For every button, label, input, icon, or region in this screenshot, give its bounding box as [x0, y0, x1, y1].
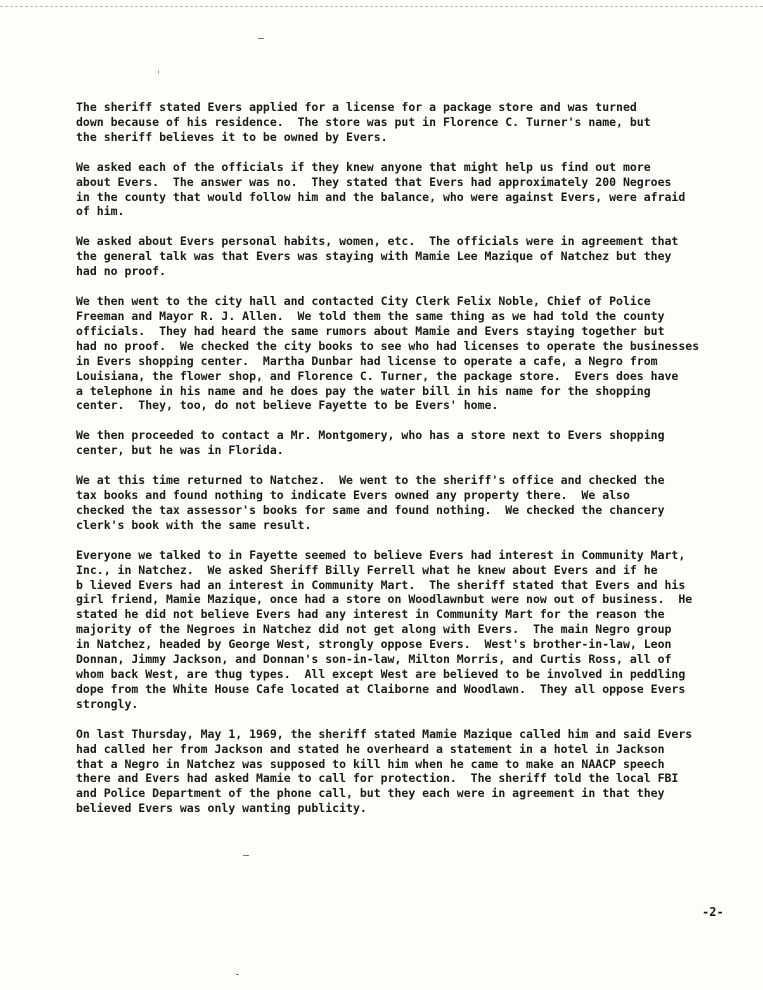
paragraph-montgomery: We then proceeded to contact a Mr. Montgomery, who has a store next to Evers shopping center, but he was in Florida. [76, 428, 665, 458]
page-number: -2- [702, 905, 724, 919]
paragraph-city-hall: We then went to the city hall and contacted City Clerk Felix Noble, Chief of Police Freeman and Mayor R. J. Allen. We told them the same thing as we had told the county officials. They had heard the same rumors about Mamie and Evers staying together but had no proof. We checked the city books to see who had licenses to operate the businesses in Evers shopping center. Martha Dunbar had license to operate a cafe, a Negro from Louisiana, the flower shop, and Florence C. Turner, the package store. Evers does have a telephone in his name and he does pay the water bill in his name for the shopping center. They, too, do not believe Fayette to be Evers' home. [76, 294, 700, 413]
paragraph-personal-habits: We asked about Evers personal habits, women, etc. The officials were in agreement that the general talk was that Evers was staying with Mamie Lee Mazique of Natchez but they had no proof. [76, 234, 679, 279]
paragraph-license: The sheriff stated Evers applied for a license for a package store and was turned down because of his residence. The store was put in Florence C. Turner's name, but the sheriff believes it to be owned by Evers. [76, 100, 651, 144]
paragraph-community-mart: Everyone we talked to in Fayette seemed to believe Evers had interest in Community Mart, Inc., in Natchez. We asked Sheriff Billy Ferrell what he knew about Evers and if he b lieved Evers had an interest in Community Mart. The sheriff stated that Evers and his girl friend, Mamie Mazique, once had a store on Woodlawnbut were now out of business. He stated he did not believe Evers had any interest in Community Mart for the reason the majority of the Negroes in Natchez did not get along with Evers. The main Negro group in Natchez, headed by George West, strongly oppose Evers. West's brother-in-law, Leon Donnan, Jimmy Jackson, and Donnan's son-in-law, Milton Morris, and Curtis Ross, all of whom back West, are thug types. All except West are believed to be involved in peddling dope from the White House Cafe located at Claiborne and Woodlawn. They all oppose Evers strongly. [76, 547, 693, 711]
scan-speck [236, 974, 239, 975]
scan-speck [243, 855, 249, 856]
scan-speck [158, 71, 159, 73]
paragraph-natchez-return: We at this time returned to Natchez. We went to the sheriff's office and checked the tax books and found nothing to indicate Evers owned any property there. We also checked the tax assessor's books for same and found nothing. We checked the chancery clerk's book with the same result. [76, 473, 665, 532]
paragraph-phone-call: On last Thursday, May 1, 1969, the sheriff stated Mamie Mazique called him and said Evers had called her from Jackson and stated he overheard a statement in a hotel in Jackson that a Negro in Natchez was supposed to kill him when he came to make an NAACP speech there and Evers had asked Mamie to call for protection. The sheriff told the local FBI and Police Department of the phone call, but they each were in agreement in that they believed Evers was only wanting publicity. [76, 726, 693, 816]
scan-speck [258, 38, 264, 39]
memo-body [76, 100, 756, 816]
page-top-edge [0, 0, 763, 7]
paragraph-officials: We asked each of the officials if they knew anyone that might help us find out more about Evers. The answer was no. They stated that Evers had approximately 200 Negroes in the county that would follow him and the balance, who were against Evers, were afraid of him. [76, 159, 686, 219]
